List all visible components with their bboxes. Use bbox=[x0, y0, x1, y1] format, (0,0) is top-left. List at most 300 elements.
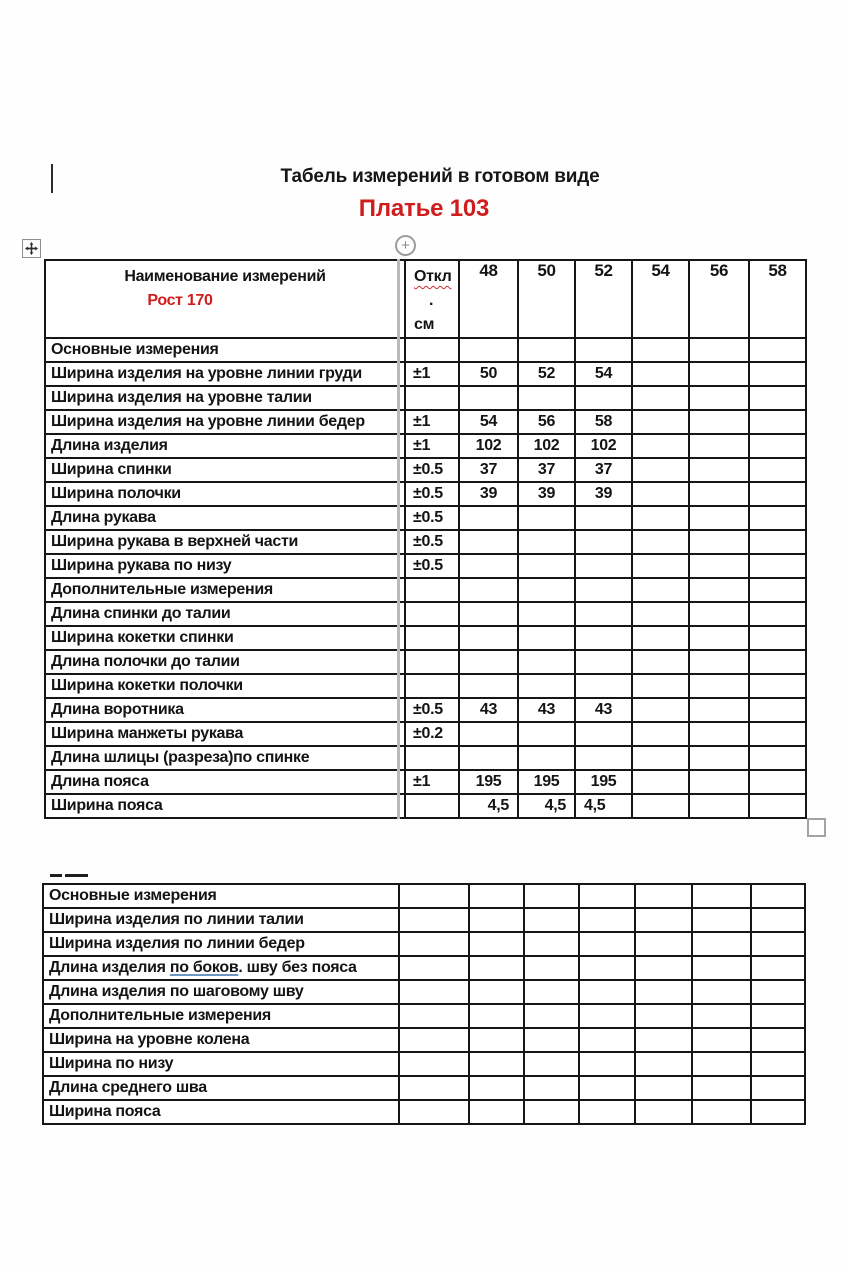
size-value-cell[interactable] bbox=[689, 362, 749, 386]
table-row bbox=[45, 722, 806, 746]
table-row bbox=[45, 674, 806, 698]
empty-value-cell[interactable] bbox=[469, 1028, 524, 1052]
deviation-value-cell[interactable] bbox=[405, 794, 459, 818]
table-row bbox=[45, 434, 806, 458]
empty-value-cell[interactable] bbox=[579, 1004, 635, 1028]
size-value-cell[interactable]: 54 bbox=[459, 410, 518, 434]
empty-value-cell[interactable] bbox=[635, 1028, 692, 1052]
header-size-cell[interactable]: 52 bbox=[575, 260, 632, 338]
size-value-cell[interactable] bbox=[689, 506, 749, 530]
empty-value-cell[interactable] bbox=[635, 1004, 692, 1028]
deviation-value-cell[interactable]: ±1 bbox=[405, 410, 459, 434]
empty-value-cell[interactable] bbox=[751, 908, 805, 932]
label-text: Длина изделия bbox=[49, 959, 170, 976]
row-label-cell[interactable]: Основные измерения bbox=[43, 884, 399, 908]
deviation-value-cell[interactable] bbox=[405, 338, 459, 362]
size-value-cell[interactable] bbox=[518, 602, 575, 626]
size-value-cell[interactable] bbox=[632, 338, 689, 362]
row-label-cell[interactable]: Ширина изделия на уровне линии бедер bbox=[45, 410, 405, 434]
size-value-cell[interactable] bbox=[689, 338, 749, 362]
size-value-cell[interactable] bbox=[518, 746, 575, 770]
empty-value-cell[interactable] bbox=[692, 1100, 751, 1124]
table-move-handle[interactable] bbox=[22, 239, 41, 258]
empty-value-cell[interactable] bbox=[524, 1100, 579, 1124]
empty-value-cell[interactable] bbox=[692, 884, 751, 908]
deviation-value-cell[interactable] bbox=[405, 386, 459, 410]
empty-value-cell[interactable] bbox=[635, 908, 692, 932]
size-value-cell[interactable] bbox=[689, 626, 749, 650]
size-value-cell[interactable] bbox=[689, 554, 749, 578]
row-label-cell[interactable]: Дополнительные измерения bbox=[45, 578, 405, 602]
size-value-cell[interactable] bbox=[689, 674, 749, 698]
size-value-cell[interactable] bbox=[459, 722, 518, 746]
row-label-cell[interactable]: Длина спинки до талии bbox=[45, 602, 405, 626]
empty-value-cell[interactable] bbox=[579, 1052, 635, 1076]
empty-value-cell[interactable] bbox=[469, 1004, 524, 1028]
size-value-cell[interactable] bbox=[689, 794, 749, 818]
table-row bbox=[45, 770, 806, 794]
size-value-cell[interactable] bbox=[632, 386, 689, 410]
table-header-row bbox=[45, 260, 806, 338]
deviation-value-cell[interactable]: ±0.5 bbox=[405, 554, 459, 578]
size-value-cell[interactable] bbox=[749, 554, 806, 578]
table-row bbox=[43, 932, 805, 956]
size-value-cell[interactable] bbox=[749, 578, 806, 602]
row-label-cell[interactable]: Ширина изделия по линии бедер bbox=[43, 932, 399, 956]
size-value-cell[interactable] bbox=[749, 482, 806, 506]
empty-value-cell[interactable] bbox=[692, 1052, 751, 1076]
deviation-value-cell[interactable] bbox=[405, 578, 459, 602]
empty-value-cell[interactable] bbox=[751, 1100, 805, 1124]
empty-value-cell[interactable] bbox=[524, 1004, 579, 1028]
size-value-cell[interactable]: 37 bbox=[518, 458, 575, 482]
row-label-cell[interactable]: Длина воротника bbox=[45, 698, 405, 722]
empty-value-cell[interactable] bbox=[692, 980, 751, 1004]
spellcheck-underline-text: Откл bbox=[414, 268, 452, 285]
size-value-cell[interactable] bbox=[632, 770, 689, 794]
size-value-cell[interactable] bbox=[518, 650, 575, 674]
row-label-cell[interactable]: Ширина по низу bbox=[43, 1052, 399, 1076]
table-row bbox=[45, 506, 806, 530]
deviation-value-cell[interactable]: ±1 bbox=[405, 434, 459, 458]
size-value-cell[interactable] bbox=[689, 770, 749, 794]
resize-square-icon[interactable] bbox=[807, 818, 826, 837]
size-value-cell[interactable] bbox=[689, 410, 749, 434]
empty-value-cell[interactable] bbox=[579, 1100, 635, 1124]
empty-value-cell[interactable] bbox=[524, 908, 579, 932]
empty-value-cell[interactable] bbox=[524, 980, 579, 1004]
deviation-value-cell[interactable]: ±0.5 bbox=[405, 482, 459, 506]
row-label-cell[interactable]: Ширина полочки bbox=[45, 482, 405, 506]
size-value-cell[interactable] bbox=[689, 698, 749, 722]
size-value-cell[interactable] bbox=[749, 698, 806, 722]
size-value-cell[interactable] bbox=[632, 650, 689, 674]
size-value-cell[interactable]: 50 bbox=[459, 362, 518, 386]
size-value-cell[interactable] bbox=[689, 722, 749, 746]
row-label-cell[interactable]: Длина изделия bbox=[45, 434, 405, 458]
row-label-cell[interactable]: Ширина изделия на уровне талии bbox=[45, 386, 405, 410]
row-label-cell[interactable]: Длина изделия по шаговому шву bbox=[43, 980, 399, 1004]
size-value-cell[interactable] bbox=[459, 602, 518, 626]
deviation-value-cell[interactable] bbox=[405, 674, 459, 698]
empty-value-cell[interactable] bbox=[524, 884, 579, 908]
empty-value-cell[interactable] bbox=[469, 980, 524, 1004]
size-value-cell[interactable]: 56 bbox=[518, 410, 575, 434]
header-name-line: Наименование измерений bbox=[124, 268, 326, 285]
deviation-value-cell[interactable]: ±0.5 bbox=[405, 530, 459, 554]
empty-value-cell[interactable] bbox=[469, 956, 524, 980]
empty-value-cell[interactable] bbox=[635, 932, 692, 956]
row-label-cell[interactable]: Ширина пояса bbox=[43, 1100, 399, 1124]
size-value-cell[interactable] bbox=[749, 602, 806, 626]
size-value-cell[interactable] bbox=[749, 770, 806, 794]
deviation-value-cell[interactable]: ±1 bbox=[405, 362, 459, 386]
size-value-cell[interactable] bbox=[632, 458, 689, 482]
row-label-cell[interactable]: Ширина кокетки спинки bbox=[45, 626, 405, 650]
deviation-unit: см bbox=[414, 316, 435, 333]
empty-value-cell[interactable] bbox=[579, 908, 635, 932]
deviation-value-cell[interactable] bbox=[405, 746, 459, 770]
size-value-cell[interactable] bbox=[575, 650, 632, 674]
empty-value-cell[interactable] bbox=[399, 1028, 469, 1052]
size-value-cell[interactable] bbox=[575, 674, 632, 698]
row-label-cell[interactable]: Ширина пояса bbox=[45, 794, 405, 818]
empty-value-cell[interactable] bbox=[579, 956, 635, 980]
deviation-value-cell[interactable]: ±0.5 bbox=[405, 458, 459, 482]
size-value-cell[interactable] bbox=[459, 554, 518, 578]
size-value-cell[interactable]: 52 bbox=[518, 362, 575, 386]
row-label-cell[interactable]: Ширина на уровне колена bbox=[43, 1028, 399, 1052]
table-row bbox=[45, 698, 806, 722]
table-row bbox=[45, 626, 806, 650]
size-value-cell[interactable] bbox=[689, 482, 749, 506]
empty-value-cell[interactable] bbox=[692, 1076, 751, 1100]
table-row bbox=[45, 602, 806, 626]
size-value-cell[interactable] bbox=[632, 698, 689, 722]
empty-value-cell[interactable] bbox=[635, 1076, 692, 1100]
size-value-cell[interactable]: 102 bbox=[459, 434, 518, 458]
size-value-cell[interactable] bbox=[689, 530, 749, 554]
size-value-cell[interactable]: 39 bbox=[459, 482, 518, 506]
size-value-cell[interactable]: 195 bbox=[518, 770, 575, 794]
size-value-cell[interactable] bbox=[632, 578, 689, 602]
table-row bbox=[43, 908, 805, 932]
size-value-cell[interactable] bbox=[749, 626, 806, 650]
size-value-cell[interactable] bbox=[575, 578, 632, 602]
empty-value-cell[interactable] bbox=[635, 884, 692, 908]
row-label-cell[interactable]: Ширина манжеты рукава bbox=[45, 722, 405, 746]
table-row bbox=[45, 746, 806, 770]
header-size-cell[interactable]: 56 bbox=[689, 260, 749, 338]
size-value-cell[interactable]: 195 bbox=[575, 770, 632, 794]
size-value-cell[interactable] bbox=[749, 650, 806, 674]
header-size-cell[interactable]: 54 bbox=[632, 260, 689, 338]
row-label-cell[interactable]: Ширина изделия на уровне линии груди bbox=[45, 362, 405, 386]
header-height-label: Рост 170 bbox=[147, 292, 213, 309]
measurement-table-bottom-grid bbox=[42, 883, 806, 1125]
table-row bbox=[43, 956, 805, 980]
empty-value-cell[interactable] bbox=[635, 956, 692, 980]
size-value-cell[interactable] bbox=[459, 386, 518, 410]
empty-value-cell[interactable] bbox=[469, 1052, 524, 1076]
empty-value-cell[interactable] bbox=[399, 956, 469, 980]
header-size-cell[interactable]: 50 bbox=[518, 260, 575, 338]
deviation-value-cell[interactable]: ±1 bbox=[405, 770, 459, 794]
size-value-cell[interactable] bbox=[575, 626, 632, 650]
size-value-cell[interactable] bbox=[689, 602, 749, 626]
empty-value-cell[interactable] bbox=[579, 1076, 635, 1100]
size-value-cell[interactable] bbox=[689, 650, 749, 674]
empty-value-cell[interactable] bbox=[751, 884, 805, 908]
size-value-cell[interactable]: 4,5 bbox=[459, 794, 518, 818]
deviation-value-cell[interactable]: ±0.5 bbox=[405, 698, 459, 722]
size-value-cell[interactable]: 43 bbox=[575, 698, 632, 722]
four-arrow-move-icon bbox=[25, 242, 38, 255]
grammar-underline-text: по боков bbox=[169, 959, 239, 976]
row-label-cell[interactable]: Ширина спинки bbox=[45, 458, 405, 482]
header-size-cell[interactable]: 58 bbox=[749, 260, 806, 338]
size-value-cell[interactable] bbox=[575, 506, 632, 530]
table-row bbox=[43, 884, 805, 908]
label-text: . шву без пояса bbox=[238, 959, 357, 976]
size-value-cell[interactable]: 39 bbox=[575, 482, 632, 506]
size-value-cell[interactable] bbox=[459, 674, 518, 698]
size-value-cell[interactable] bbox=[518, 578, 575, 602]
size-value-cell[interactable] bbox=[575, 338, 632, 362]
size-value-cell[interactable]: 102 bbox=[518, 434, 575, 458]
size-value-cell[interactable]: 37 bbox=[575, 458, 632, 482]
empty-value-cell[interactable] bbox=[399, 1052, 469, 1076]
empty-value-cell[interactable] bbox=[469, 1076, 524, 1100]
empty-value-cell[interactable] bbox=[399, 1100, 469, 1124]
size-value-cell[interactable] bbox=[632, 674, 689, 698]
dash-fragment bbox=[65, 874, 88, 877]
row-label-cell[interactable] bbox=[43, 956, 399, 980]
empty-value-cell[interactable] bbox=[751, 932, 805, 956]
table-row bbox=[43, 980, 805, 1004]
header-deviation-cell[interactable] bbox=[405, 260, 459, 338]
size-value-cell[interactable] bbox=[632, 746, 689, 770]
size-value-cell[interactable] bbox=[575, 386, 632, 410]
size-value-cell[interactable] bbox=[632, 506, 689, 530]
size-value-cell[interactable] bbox=[749, 410, 806, 434]
size-value-cell[interactable] bbox=[749, 530, 806, 554]
size-value-cell[interactable] bbox=[632, 626, 689, 650]
size-value-cell[interactable] bbox=[749, 722, 806, 746]
size-value-cell[interactable] bbox=[749, 794, 806, 818]
empty-value-cell[interactable] bbox=[399, 908, 469, 932]
empty-value-cell[interactable] bbox=[579, 932, 635, 956]
table-row bbox=[43, 1004, 805, 1028]
size-value-cell[interactable] bbox=[632, 410, 689, 434]
table-row bbox=[45, 362, 806, 386]
size-value-cell[interactable]: 39 bbox=[518, 482, 575, 506]
empty-value-cell[interactable] bbox=[692, 932, 751, 956]
size-value-cell[interactable] bbox=[689, 746, 749, 770]
document-title: Табель измерений в готовом виде bbox=[280, 166, 600, 187]
empty-value-cell[interactable] bbox=[524, 932, 579, 956]
document-subtitle: Платье 103 bbox=[358, 195, 490, 222]
deviation-dot: . bbox=[429, 292, 434, 309]
table-row bbox=[45, 650, 806, 674]
deviation-value-cell[interactable] bbox=[405, 602, 459, 626]
size-value-cell[interactable] bbox=[459, 578, 518, 602]
empty-value-cell[interactable] bbox=[524, 1052, 579, 1076]
size-value-cell[interactable]: 37 bbox=[459, 458, 518, 482]
deviation-value-cell[interactable] bbox=[405, 626, 459, 650]
empty-value-cell[interactable] bbox=[692, 956, 751, 980]
table-row bbox=[45, 458, 806, 482]
size-value-cell[interactable] bbox=[689, 386, 749, 410]
size-value-cell[interactable] bbox=[749, 434, 806, 458]
plus-circle-icon[interactable]: + bbox=[395, 235, 416, 256]
size-value-cell[interactable] bbox=[518, 674, 575, 698]
size-value-cell[interactable] bbox=[518, 530, 575, 554]
empty-value-cell[interactable] bbox=[751, 1004, 805, 1028]
deviation-value-cell[interactable] bbox=[405, 650, 459, 674]
table-row bbox=[45, 794, 806, 818]
size-value-cell[interactable] bbox=[632, 362, 689, 386]
size-value-cell[interactable] bbox=[632, 482, 689, 506]
row-label-cell[interactable]: Длина полочки до талии bbox=[45, 650, 405, 674]
table-row bbox=[45, 530, 806, 554]
empty-value-cell[interactable] bbox=[751, 980, 805, 1004]
dash-fragment bbox=[50, 874, 62, 877]
row-label-cell[interactable]: Основные измерения bbox=[45, 338, 405, 362]
row-label-cell[interactable]: Ширина изделия по линии талии bbox=[43, 908, 399, 932]
size-value-cell[interactable]: 43 bbox=[518, 698, 575, 722]
empty-value-cell[interactable] bbox=[579, 884, 635, 908]
table-row bbox=[43, 1052, 805, 1076]
empty-value-cell[interactable] bbox=[692, 1004, 751, 1028]
size-value-cell[interactable] bbox=[749, 338, 806, 362]
size-value-cell[interactable]: 4,5 bbox=[575, 794, 632, 818]
size-value-cell[interactable] bbox=[459, 626, 518, 650]
size-value-cell[interactable] bbox=[632, 602, 689, 626]
table-row bbox=[43, 1076, 805, 1100]
size-value-cell[interactable]: 54 bbox=[575, 362, 632, 386]
empty-value-cell[interactable] bbox=[692, 908, 751, 932]
size-value-cell[interactable] bbox=[518, 386, 575, 410]
size-value-cell[interactable] bbox=[575, 722, 632, 746]
size-value-cell[interactable] bbox=[459, 530, 518, 554]
empty-value-cell[interactable] bbox=[751, 956, 805, 980]
row-label-cell[interactable]: Ширина рукава по низу bbox=[45, 554, 405, 578]
empty-value-cell[interactable] bbox=[751, 1028, 805, 1052]
size-value-cell[interactable] bbox=[575, 554, 632, 578]
size-value-cell[interactable] bbox=[518, 722, 575, 746]
empty-value-cell[interactable] bbox=[469, 884, 524, 908]
row-label-cell[interactable]: Длина шлицы (разреза)по спинке bbox=[45, 746, 405, 770]
size-value-cell[interactable] bbox=[632, 530, 689, 554]
empty-value-cell[interactable] bbox=[399, 1076, 469, 1100]
size-value-cell[interactable] bbox=[459, 338, 518, 362]
size-value-cell[interactable] bbox=[632, 554, 689, 578]
column-highlight-line bbox=[397, 259, 400, 819]
empty-value-cell[interactable] bbox=[469, 908, 524, 932]
row-label-cell[interactable]: Дополнительные измерения bbox=[43, 1004, 399, 1028]
table-row bbox=[45, 578, 806, 602]
empty-value-cell[interactable] bbox=[692, 1028, 751, 1052]
deviation-value-cell[interactable]: ±0.5 bbox=[405, 506, 459, 530]
table-row bbox=[45, 554, 806, 578]
size-value-cell[interactable] bbox=[518, 338, 575, 362]
measurement-table-bottom bbox=[42, 883, 806, 1125]
size-value-cell[interactable] bbox=[459, 506, 518, 530]
size-value-cell[interactable] bbox=[689, 434, 749, 458]
empty-value-cell[interactable] bbox=[399, 980, 469, 1004]
size-value-cell[interactable]: 58 bbox=[575, 410, 632, 434]
size-value-cell[interactable] bbox=[575, 602, 632, 626]
empty-value-cell[interactable] bbox=[635, 980, 692, 1004]
size-value-cell[interactable] bbox=[575, 746, 632, 770]
row-label-cell[interactable]: Длина рукава bbox=[45, 506, 405, 530]
measurement-table-top-grid bbox=[44, 259, 807, 819]
deviation-value-cell[interactable]: ±0.2 bbox=[405, 722, 459, 746]
empty-value-cell[interactable] bbox=[579, 1028, 635, 1052]
table-row bbox=[45, 410, 806, 434]
size-value-cell[interactable] bbox=[632, 722, 689, 746]
empty-value-cell[interactable] bbox=[635, 1052, 692, 1076]
empty-value-cell[interactable] bbox=[469, 932, 524, 956]
size-value-cell[interactable] bbox=[518, 506, 575, 530]
empty-value-cell[interactable] bbox=[635, 1100, 692, 1124]
empty-value-cell[interactable] bbox=[524, 1076, 579, 1100]
deviation-word bbox=[414, 261, 458, 289]
size-value-cell[interactable] bbox=[632, 794, 689, 818]
header-name-cell[interactable] bbox=[45, 260, 405, 338]
size-value-cell[interactable]: 4,5 bbox=[518, 794, 575, 818]
table-row bbox=[43, 1028, 805, 1052]
header-size-cell[interactable]: 48 bbox=[459, 260, 518, 338]
row-label-cell[interactable]: Ширина кокетки полочки bbox=[45, 674, 405, 698]
empty-value-cell[interactable] bbox=[399, 884, 469, 908]
empty-value-cell[interactable] bbox=[399, 1004, 469, 1028]
row-label-cell[interactable]: Длина среднего шва bbox=[43, 1076, 399, 1100]
empty-value-cell[interactable] bbox=[524, 956, 579, 980]
size-value-cell[interactable]: 195 bbox=[459, 770, 518, 794]
size-value-cell[interactable] bbox=[575, 530, 632, 554]
size-value-cell[interactable] bbox=[749, 362, 806, 386]
table-row bbox=[43, 1100, 805, 1124]
empty-value-cell[interactable] bbox=[524, 1028, 579, 1052]
empty-value-cell[interactable] bbox=[579, 980, 635, 1004]
size-value-cell[interactable] bbox=[749, 386, 806, 410]
table-row bbox=[45, 482, 806, 506]
size-value-cell[interactable] bbox=[749, 674, 806, 698]
size-value-cell[interactable] bbox=[518, 626, 575, 650]
empty-value-cell[interactable] bbox=[751, 1076, 805, 1100]
empty-value-cell[interactable] bbox=[399, 932, 469, 956]
size-value-cell[interactable] bbox=[632, 434, 689, 458]
size-value-cell[interactable] bbox=[689, 458, 749, 482]
size-value-cell[interactable]: 102 bbox=[575, 434, 632, 458]
empty-value-cell[interactable] bbox=[751, 1052, 805, 1076]
table-row bbox=[45, 386, 806, 410]
size-value-cell[interactable] bbox=[749, 458, 806, 482]
empty-value-cell[interactable] bbox=[469, 1100, 524, 1124]
size-value-cell[interactable] bbox=[689, 578, 749, 602]
row-label-cell[interactable]: Ширина рукава в верхней части bbox=[45, 530, 405, 554]
size-value-cell[interactable] bbox=[518, 554, 575, 578]
size-value-cell[interactable] bbox=[459, 746, 518, 770]
measurement-table-top bbox=[44, 259, 807, 819]
size-value-cell[interactable]: 43 bbox=[459, 698, 518, 722]
size-value-cell[interactable] bbox=[749, 506, 806, 530]
size-value-cell[interactable] bbox=[749, 746, 806, 770]
size-value-cell[interactable] bbox=[459, 650, 518, 674]
row-label-cell[interactable]: Длина пояса bbox=[45, 770, 405, 794]
